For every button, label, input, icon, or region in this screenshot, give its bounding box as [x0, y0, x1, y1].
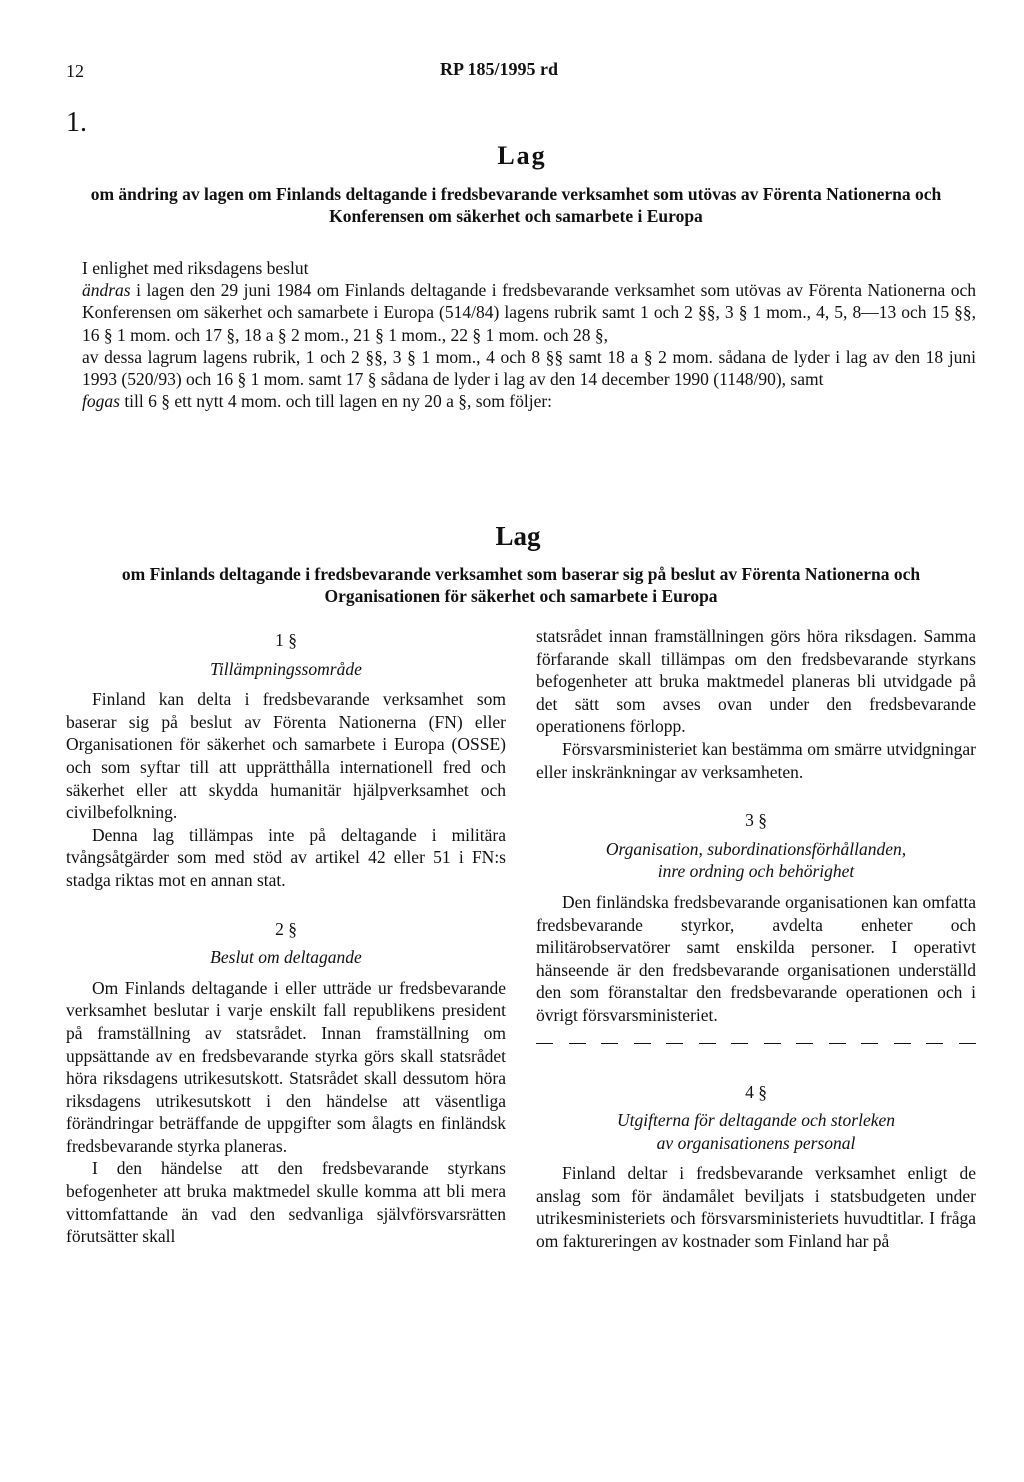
section-2-paragraph-3: Försvarsministeriet kan bestämma om smärre utvidgningar eller inskränkningar av verksamheten.: [536, 738, 976, 782]
section-4-title-line-1: Utgifterna för deltagande och storleken: [616, 1110, 895, 1131]
section-1-paragraph-1: Finland kan delta i fredsbevarande verksamhet som baserar sig på beslut av Förenta Nationerna (FN) eller Organisationen för säkerhet och samarbete i Europa (OSSE) och som syftar till att upprätthålla internationell fred och säkerhet eller att skydda humanitär hjälpverksamhet och civilbefolkning.: [66, 689, 506, 823]
section-4-title-line-2: av organisationens personal: [656, 1132, 856, 1153]
intro-amended-provisions: [66, 279, 976, 346]
left-column: [66, 625, 506, 1248]
lag1-title: Lag: [497, 141, 547, 170]
section-1-paragraph-2: Denna lag tillämpas inte på deltagande i militära tvångsåtgärder som med stöd av artikel 42 eller 51 i FN:s stadga riktas mot en annan stat.: [66, 824, 506, 890]
section-2-continuation: statsrådet innan framställningen görs höra riksdagen. Samma förfarande skall tillämpas om den fredsbevarande styrkans befogenheter att bruka maktmedel planeras bli utvidgade på det sätt som avses ovan under den fredsbevarande operationens förlopp.: [536, 626, 976, 737]
section-2-paragraph-1: Om Finlands deltagande i eller utträde ur fredsbevarande verksamhet beslutar i varje enskilt fall republikens president på framställning av statsrådet. Innan framställning om uppsättande av en fredsbevarande styrka görs skall statsrådet höra riksdagens utrikesutskott. Statsrådet skall dessutom höra riksdagens utrikesutskott i den händelse att väsentliga förändringar beträffande de uppgifter som ålagts en finländsk fredsbevarande styrka planeras.: [66, 977, 506, 1156]
section-1-number: 1 §: [275, 630, 297, 650]
section-1-title: Tillämpningssområde: [210, 658, 362, 679]
lag2-title: Lag: [495, 521, 541, 551]
right-column: [536, 625, 976, 1253]
page-number: 12: [66, 61, 84, 81]
intro-enactment: I enlighet med riksdagens beslut: [82, 258, 309, 278]
intro-andras-text: i lagen den 29 juni 1984 om Finlands deltagande i fredsbevarande verksamhet som utövas av Förenta Nationerna och Konferensen om säkerhet och samarbete i Europa (514/84) lagens rubrik samt 1 och 2 §§, 3 § 1 mom., 4, 5, 8—13 och 15 §§, 16 § 1 mom. och 17 §, 18 a § 2 mom., 21 § 1 mom., 22 § 1 mom. och 28 §,: [82, 280, 976, 345]
intro-fogas: fogas: [82, 391, 120, 412]
spacer: [536, 783, 976, 805]
section-4-paragraph-1: Finland deltar i fredsbevarande verksamhet enligt de anslag som för ändamålet beviljats i statsbudgeten under utrikesministeriets och försvarsministeriets huvudtitlar. I fråga om faktureringen av kostnader som Finland har på: [536, 1163, 976, 1252]
omission-dash-line: [536, 1033, 976, 1055]
intro-provisions-as-of: av dessa lagrum lagens rubrik, 1 och 2 §§, 3 § 1 mom., 4 och 8 §§ samt 18 a § 2 mom. sådana de lyder i lag av den 18 juni 1993 (520/93) och 16 § 1 mom. samt 17 § sådana de lyder i lag av den 14 december 1990 (1148/90), samt: [82, 346, 976, 390]
section-2-paragraph-2: I den händelse att den fredsbevarande styrkans befogenheter att bruka maktmedel skulle komma att bli mera vittomfattande än vad den sedvanliga självförsvarsrätten förutsätter skall: [66, 1158, 506, 1247]
section-3-title: [536, 838, 976, 883]
intro-added-provisions: [66, 390, 976, 412]
section-3-paragraph-1: Den finländska fredsbevarande organisationen kan omfatta fredsbevarande styrkor, avdelta enheter och militärobservatörer samt enskilda personer. I operativt hänseende är den fredsbevarande organisationen underställd den som föranstaltar den fredsbevarande operationen och i övrigt försvarsministeriet.: [536, 891, 976, 1025]
section-2-number: 2 §: [275, 918, 297, 939]
section-number: 1.: [66, 107, 87, 138]
running-head: RP 185/1995 rd: [440, 59, 559, 79]
intro-andras: ändras: [82, 280, 131, 301]
spacer: [536, 1055, 976, 1077]
section-3-number: 3 §: [745, 810, 767, 831]
intro-block: [66, 257, 976, 412]
lag1-subtitle: om ändring av lagen om Finlands deltagande i fredsbevarande verksamhet som utövas av Förenta Nationerna och Konferensen om säkerhet och samarbete i Europa: [90, 184, 942, 226]
section-2-title: Beslut om deltagande: [210, 947, 362, 968]
section-3-title-line-1: Organisation, subordinationsförhållanden,: [605, 838, 907, 859]
section-3-title-line-2: inre ordning och behörighet: [657, 861, 855, 882]
spacer: [66, 892, 506, 914]
section-4-number: 4 §: [745, 1081, 767, 1102]
section-4-title: [536, 1109, 976, 1154]
intro-fogas-text: till 6 § ett nytt 4 mom. och till lagen en ny 20 a §, som följer:: [119, 391, 553, 412]
lag2-subtitle: om Finlands deltagande i fredsbevarande verksamhet som baserar sig på beslut av Förenta Nationerna och Organisationen för säkerhet och samarbete i Europa: [121, 564, 921, 606]
